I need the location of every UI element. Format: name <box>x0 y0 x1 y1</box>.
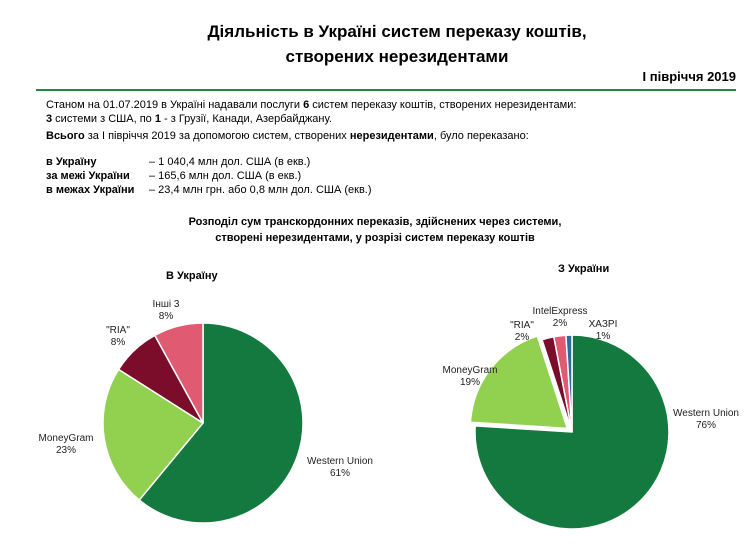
total-label: Всього <box>46 130 85 142</box>
chart2-label-value: 2% <box>552 318 568 329</box>
chart2-label-name: ХАЗРІ <box>588 319 618 330</box>
chart-caption-line2: створені нерезидентами, у розрізі систем переказу коштів <box>215 232 535 244</box>
total-row-label: за межі України <box>46 170 130 182</box>
chart2-label-name: MoneyGram <box>442 365 498 376</box>
chart2-label-value: 2% <box>514 332 530 343</box>
chart1-label-value: 8% <box>158 311 174 322</box>
total-row-label: в Україну <box>46 156 97 168</box>
usa-count: 3 <box>46 113 53 125</box>
intro-text: системи з США, по <box>52 113 155 125</box>
chart1-label-value: 61% <box>329 468 351 479</box>
chart2-label-value: 76% <box>695 420 717 431</box>
nonresidents-label: нерезидентами <box>349 130 434 142</box>
chart1-title: В Україну <box>166 270 218 282</box>
intro-text: за І півріччя 2019 за допомогою систем, створених <box>84 130 350 142</box>
total-row-value: – 1 040,4 млн дол. США (в екв.) <box>149 156 311 168</box>
chart2-label-name: IntelExpress <box>532 306 588 317</box>
intro-text: систем переказу коштів, створених нерезидентами: <box>309 99 577 111</box>
other-count: 1 <box>154 113 161 125</box>
chart1-label-value: 23% <box>55 445 77 456</box>
report-period: І півріччя 2019 <box>642 69 736 84</box>
chart1-label-name: Інші 3 <box>152 299 180 310</box>
total-row-label: в межах України <box>46 184 135 196</box>
page-title-line2: створених нерезидентами <box>285 47 509 66</box>
chart1-label-name: Western Union <box>307 456 373 467</box>
chart2-title: З України <box>558 263 610 275</box>
total-row-value: – 165,6 млн дол. США (в екв.) <box>149 170 302 182</box>
intro-text: - з Грузії, Канади, Азербайджану. <box>160 113 332 125</box>
total-row-value: – 23,4 млн грн. або 0,8 млн дол. США (екв.) <box>149 184 372 196</box>
chart1-label-value: 8% <box>110 337 126 348</box>
chart2-label-name: "RIA" <box>510 320 534 331</box>
intro-text: Станом на 01.07.2019 в Україні надавали послуги <box>46 99 304 111</box>
chart2-label-value: 19% <box>459 377 481 388</box>
systems-count: 6 <box>303 99 310 111</box>
chart1-label-name: MoneyGram <box>38 433 94 444</box>
chart2-label-name: Western Union <box>673 408 739 419</box>
page-title-line1: Діяльність в Україні систем переказу коштів, <box>207 22 587 41</box>
intro-text: , було переказано: <box>433 130 529 142</box>
chart-caption-line1: Розподіл сум транскордонних переказів, здійснених через системи, <box>188 216 562 228</box>
chart2-label-value: 1% <box>595 331 611 342</box>
chart1-label-name: "RIA" <box>106 325 130 336</box>
